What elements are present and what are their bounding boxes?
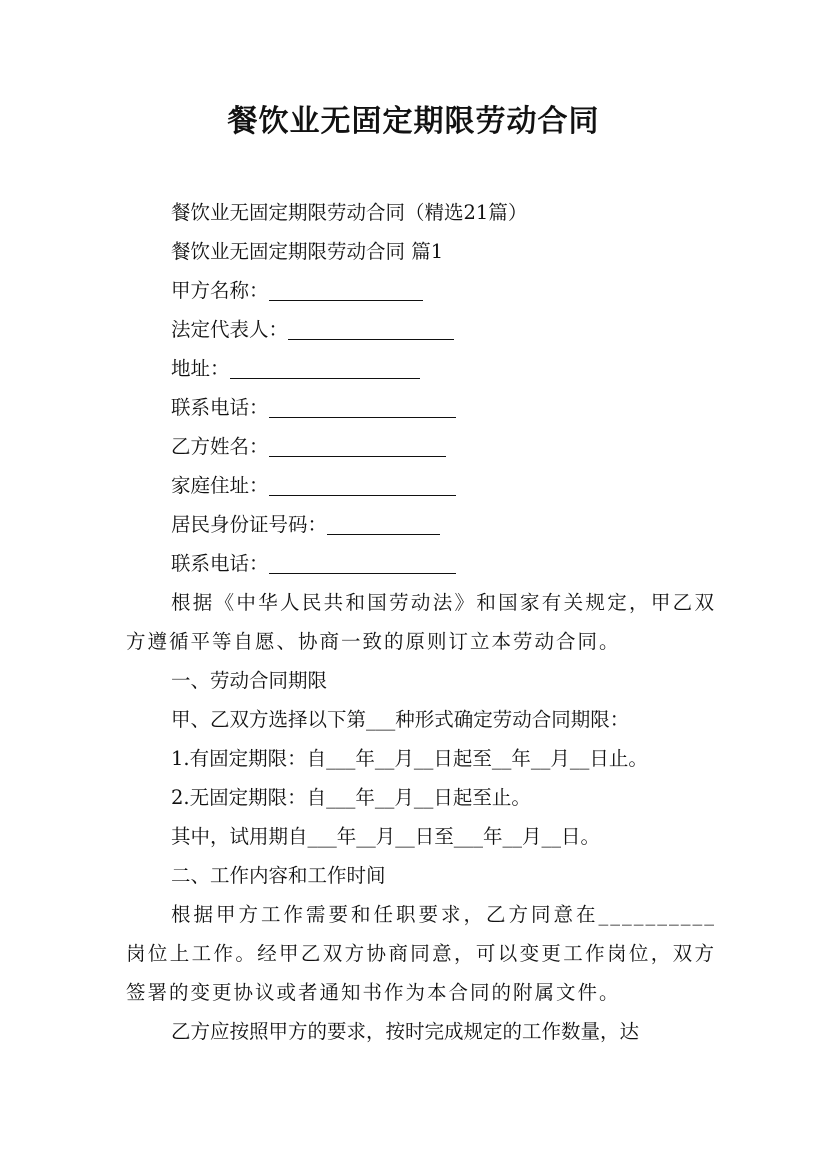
heading-term: 一、劳动合同期限 xyxy=(171,669,328,692)
intro-paragraph: 根据《中华人民共和国劳动法》和国家有关规定，甲乙双方遵循平等自愿、协商一致的原则订立本劳动合同。 xyxy=(126,591,716,653)
home-address-label: 家庭住址： xyxy=(171,474,269,497)
party-b-name-label: 乙方姓名： xyxy=(171,435,269,458)
address-line xyxy=(126,349,716,388)
phone-a-line xyxy=(126,388,716,427)
legal-rep-blank xyxy=(288,315,454,340)
section-heading: 餐饮业无固定期限劳动合同 篇1 xyxy=(171,240,444,263)
party-a-name-line xyxy=(126,271,716,310)
work-paragraph: 根据甲方工作需要和任职要求，乙方同意在__________岗位上工作。经甲乙双方协商同意，可以变更工作岗位，双方签署的变更协议或者通知书作为本合同的附属文件。 xyxy=(126,903,716,1004)
probation-line: 其中，试用期自___年__月__日至___年__月__日。 xyxy=(171,825,601,848)
phone-a-blank xyxy=(269,393,456,418)
id-number-label: 居民身份证号码： xyxy=(171,513,328,536)
legal-rep-line xyxy=(126,310,716,349)
document-body xyxy=(126,193,716,1051)
phone-b-label: 联系电话： xyxy=(171,552,269,575)
phone-b-blank xyxy=(269,549,456,574)
home-address-line xyxy=(126,466,716,505)
party-a-name-label: 甲方名称： xyxy=(171,279,269,302)
phone-b-line xyxy=(126,544,716,583)
home-address-blank xyxy=(269,471,456,496)
fixed-term-line: 1.有固定期限：自___年__月__日起至__年__月__日止。 xyxy=(171,747,648,770)
party-b-name-blank xyxy=(269,432,446,457)
heading-work: 二、工作内容和工作时间 xyxy=(171,864,386,887)
id-number-blank xyxy=(327,510,440,535)
term-choice-line: 甲、乙双方选择以下第___种形式确定劳动合同期限： xyxy=(171,708,630,731)
party-a-name-blank xyxy=(269,276,423,301)
document-title: 餐饮业无固定期限劳动合同 xyxy=(227,104,600,139)
duty-paragraph: 乙方应按照甲方的要求，按时完成规定的工作数量，达 xyxy=(171,1020,640,1043)
phone-a-label: 联系电话： xyxy=(171,396,269,419)
id-number-line xyxy=(126,505,716,544)
subtitle: 餐饮业无固定期限劳动合同（精选21篇） xyxy=(171,201,528,224)
open-term-line: 2.无固定期限：自___年__月__日起至止。 xyxy=(171,786,531,809)
legal-rep-label: 法定代表人： xyxy=(171,318,289,341)
party-b-name-line xyxy=(126,427,716,466)
address-label: 地址： xyxy=(171,357,230,380)
address-blank xyxy=(230,354,420,379)
